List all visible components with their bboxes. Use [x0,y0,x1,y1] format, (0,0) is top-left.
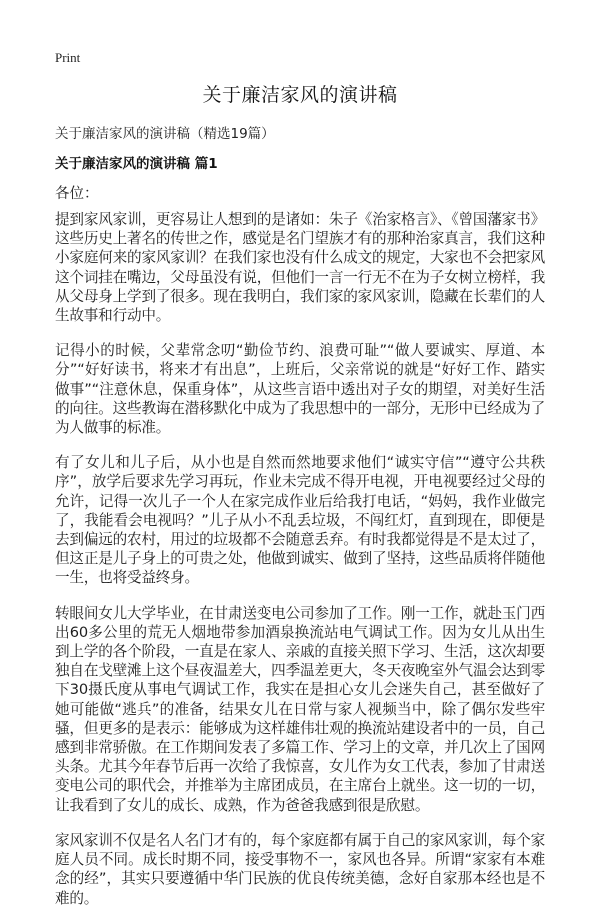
paragraph-2: 记得小的时候，父辈常念叨“勤俭节约、浪费可耻”“做人要诚实、厚道、本分”“好好读书，将来才有出息”，上班后，父亲常说的就是“好好工作、踏实做事”“注意休息，保重身体”，从这些言语中透出对子女的期望，对美好生活的向往。这些教诲在潜移默化中成为了我思想中的一部分，无形中已经成为了为人做事的标准。 [55,342,545,437]
print-label[interactable]: Print [55,50,81,65]
body-text [55,210,545,924]
section-heading: 关于廉洁家风的演讲稿 篇1 [55,156,218,172]
paragraph-1: 提到家风家训，更容易让人想到的是诸如：朱子《治家格言》、《曾国藩家书》这些历史上著名的传世之作，感觉是名门望族才有的那种治家真言，我们这种小家庭何来的家风家训？在我们家也没有什么成文的规定，大家也不会把家风这个词挂在嘴边，父母虽没有说，但他们一言一行无不在为子女树立榜样，我从父母身上学到了很多。现在我明白，我们家的家风家训，隐藏在长辈们的人生故事和行动中。 [55,211,545,325]
paragraph-3: 有了女儿和儿子后，从小也是自然而然地要求他们“诚实守信”“遵守公共秩序”，放学后要求先学习再玩，作业未完成不得开电视，开电视要经过父母的允许，记得一次儿子一个人在家完成作业后给我打电话，“妈妈，我作业做完了，我能看会电视吗？”儿子从小不乱丢垃圾，不闯红灯，直到现在，即便是去到偏远的农村，用过的垃圾都不会随意丢弃。有时我都觉得是不是太过了，但这正是儿子身上的可贵之处，他做到诚实、做到了坚持，这些品质将伴随他一生，也将受益终身。 [55,454,545,587]
paragraph-4: 转眼间女儿大学毕业，在甘肃送变电公司参加了工作。刚一工作，就赴玉门西出60多公里的荒无人烟地带参加酒泉换流站电气调试工作。因为女儿从出生到上学的各个阶段，一直是在家人、亲戚的直接关照下学习、生活，这次却要独自在戈壁滩上这个昼夜温差大，四季温差更大，冬天夜晚室外气温会达到零下30摄氏度从事电气调试工作，我实在是担心女儿会迷失自己，甚至做好了她可能做“逃兵”的准备，结果女儿在日常与家人视频当中，除了偶尔发些牢骚，但更多的是表示：能够成为这样雄伟壮观的换流站建设者中的一员，自己感到非常骄傲。在工作期间发表了多篇工作、学习上的文章，并几次上了国网头条。尤其今年春节后再一次给了我惊喜，女儿作为女工代表，参加了甘肃送变电公司的职代会，并推举为主席团成员，在主席台上就坐。这一切的一切，让我看到了女儿的成长、成熟，作为爸爸我感到很是欣慰。 [55,604,545,814]
document-title: 关于廉洁家风的演讲稿 [202,84,398,106]
document-subtitle: 关于廉洁家风的演讲稿（精选19篇） [55,126,275,142]
greeting: 各位： [55,186,99,202]
paragraph-5: 家风家训不仅是名人名门才有的，每个家庭都有属于自己的家风家训，每个家庭人员不同。成长时期不同，接受事物不一，家风也各异。所谓“家家有本难念的经”，其实只要遵循中华门民族的优良传统美德，念好自家那本经也是不难的。 [55,831,545,907]
